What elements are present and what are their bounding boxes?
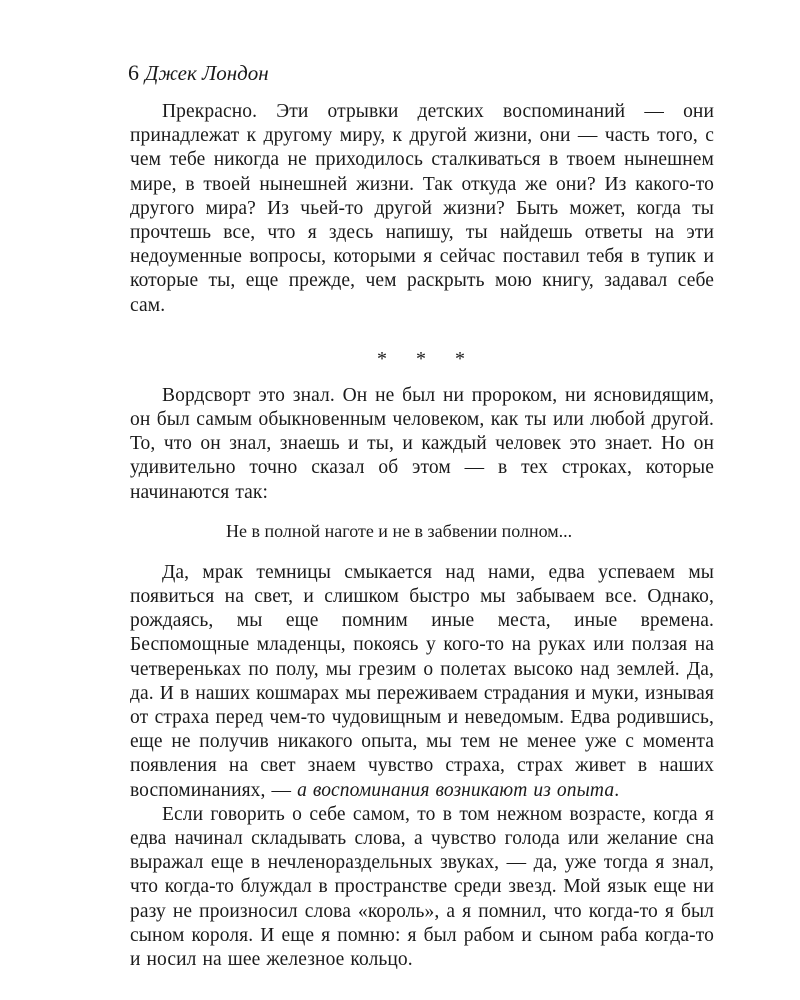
verse-quote: Не в полной наготе и не в забвении полном... [226, 520, 573, 541]
paragraph-3-emphasis: а воспоминания возникают из опыта [297, 779, 615, 801]
running-head [128, 60, 714, 86]
book-page [130, 60, 714, 972]
paragraph-4: Если говорить о себе самом, то в том нежном возрасте, когда я едва начинал складывать слова, а чувство голода или желание сна выражал еще в нечленораздельных звуках, — да, уже тогда я знал, что когда-то блуждал в пространстве среди звезд. Мой язык еще ни разу не произносил слова «король», а я помнил, что когда-то я был сыном короля. И еще я помню: я был рабом и сыном раба когда-то и носил на шее железное кольцо. [130, 803, 714, 971]
paragraph-3-end: . [614, 779, 620, 801]
paragraph-3 [130, 561, 714, 803]
paragraph-2: Вордсворт это знал. Он не был ни пророком, ни ясновидящим, он был самым обыкновенным человеком, как ты или любой другой. То, что он знал, знаешь и ты, и каждый человек это знает. Но он удивительно точно сказал об этом — в тех строках, которые начинаются так: [130, 384, 714, 503]
running-head-author: Джек Лондон [145, 61, 269, 85]
paragraph-3-text: Да, мрак темницы смыкается над нами, едва успеваем мы появиться на свет, и слишком быстро мы забываем все. Однако, рождаясь, мы еще помним иные места, иные времена. Беспомощные младенцы, покоясь у кого-то на руках или ползая на четвереньках по полу, мы грезим о полетах высоко над землей. Да, да. И в наших кошмарах мы переживаем страдания и муки, изнывая от страха перед чем-то чудовищным и неведомым. Едва родившись, еще не получив никакого опыта, мы тем не менее уже с момента появления на свет знаем чувство страха, страх живет в наших воспоминаниях, — [130, 561, 714, 801]
page-number: 6 [128, 60, 139, 85]
paragraph-1: Прекрасно. Эти отрывки детских воспоминаний — они принадлежат к другому миру, к другой жизни, они — часть того, с чем тебе никогда не приходилось сталкиваться в твоем нынешнем мире, в твоей нынешней жизни. Так откуда же они? Из какого-то другого мира? Из чьей-то другой жизни? Быть может, когда ты прочтешь все, что я здесь напишу, ты найдешь ответы на эти недоуменные вопросы, которыми я сейчас поставил тебя в тупик и которые ты, еще прежде, чем раскрыть мою книгу, задавал себе сам. [130, 101, 714, 316]
section-separator: * * * [377, 347, 477, 370]
